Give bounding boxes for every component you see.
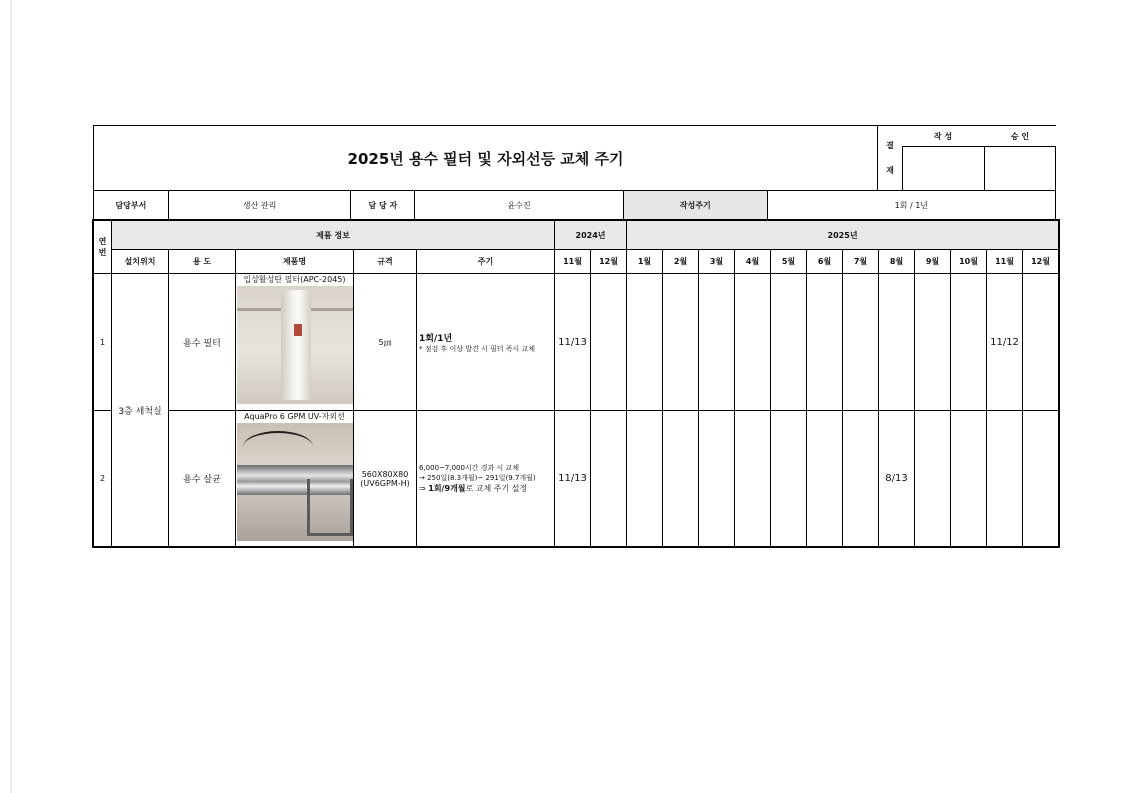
row-no: 2 (94, 411, 112, 547)
photo-filter-cartridge (281, 290, 311, 400)
manager-value: 윤수진 (415, 191, 624, 219)
date-cell (663, 411, 699, 547)
usage-header: 용 도 (169, 250, 236, 274)
month-header: 7월 (843, 250, 879, 274)
approval-box (877, 125, 1056, 191)
row-usage: 용수 필터 (169, 274, 236, 411)
month-header: 9월 (915, 250, 951, 274)
row-product-name: 입상활성탄 필터(APC-2045) (243, 275, 346, 284)
row-spec (354, 411, 417, 547)
date-cell (807, 274, 843, 411)
date-cell (627, 411, 663, 547)
row-cycle-main: 1회/1년 (419, 333, 453, 344)
row-cycle-tail: 로 교체 주기 설정 (465, 484, 528, 493)
date-cell (699, 411, 735, 547)
row-cycle-line2: → 250일(8.3개월)~ 291일(9.7개월) (419, 474, 536, 482)
no-header-2: 번 (98, 248, 107, 257)
approval-label-2: 재 (886, 166, 894, 175)
approval-label-1: 결 (886, 141, 894, 150)
date-cell (735, 274, 771, 411)
approval-author-header: 작 성 (902, 126, 984, 147)
row-product (236, 274, 354, 411)
date-cell (951, 274, 987, 411)
date-cell (915, 274, 951, 411)
photo-filter-label (294, 324, 302, 336)
date-cell (699, 274, 735, 411)
cycle-label: 작성주기 (624, 191, 768, 219)
row-spec: 5㎛ (354, 274, 417, 411)
row-cycle-line3 (419, 483, 554, 494)
table-row (94, 411, 1059, 547)
photo-cable (243, 431, 313, 463)
row-no: 1 (94, 274, 112, 411)
no-header-1: 연 (98, 237, 107, 246)
date-cell (951, 411, 987, 547)
month-header: 2월 (663, 250, 699, 274)
month-header: 11월 (987, 250, 1023, 274)
year-2025-header: 2025년 (627, 221, 1059, 250)
date-cell (627, 274, 663, 411)
approval-side-label (878, 126, 903, 190)
spec-header: 규격 (354, 250, 417, 274)
replacement-table (93, 220, 1059, 547)
approval-approver-col (984, 126, 1056, 190)
row-cycle (417, 274, 555, 411)
row-product-name: AquaPro 6 GPM UV-자외선 (244, 412, 345, 421)
date-cell: 11/12 (987, 274, 1023, 411)
table-row (94, 274, 1059, 411)
month-header: 5월 (771, 250, 807, 274)
row-usage: 용수 살균 (169, 411, 236, 547)
month-header: 11월 (555, 250, 591, 274)
info-row (93, 191, 1056, 220)
row-cycle (417, 411, 555, 547)
month-header: 10월 (951, 250, 987, 274)
date-cell (771, 411, 807, 547)
page-edge (10, 0, 12, 793)
row-location: 3층 세척실 (112, 274, 169, 547)
date-cell (663, 274, 699, 411)
date-cell (807, 411, 843, 547)
document-title: 2025년 용수 필터 및 자외선등 교체 주기 (93, 125, 877, 191)
product-info-header: 제품 정보 (112, 221, 555, 250)
month-header: 4월 (735, 250, 771, 274)
dept-value: 생산 관리 (169, 191, 352, 219)
date-cell (1023, 274, 1059, 411)
row-cycle-line1: 6,000~7,000시간 경과 시 교체 (419, 464, 519, 472)
date-cell (879, 274, 915, 411)
dept-label: 담당부서 (94, 191, 169, 219)
date-cell (591, 411, 627, 547)
photo-stand (307, 479, 353, 536)
filter-photo (237, 286, 353, 404)
date-cell (591, 274, 627, 411)
date-cell: 11/13 (555, 274, 591, 411)
uv-lamp-photo (237, 423, 353, 541)
date-cell: 11/13 (555, 411, 591, 547)
date-cell (843, 411, 879, 547)
date-cell (771, 274, 807, 411)
manager-label: 담 당 자 (351, 191, 415, 219)
month-header: 12월 (591, 250, 627, 274)
approval-approver-header: 승 인 (984, 126, 1056, 147)
month-header: 3월 (699, 250, 735, 274)
month-header: 6월 (807, 250, 843, 274)
date-cell: 8/13 (879, 411, 915, 547)
date-cell (1023, 411, 1059, 547)
cycle-value: 1회 / 1년 (894, 200, 929, 210)
row-cycle-note: * 점검 후 이상 발견 시 필터 즉시 교체 (419, 344, 535, 353)
date-cell (843, 274, 879, 411)
row-spec-1: 560X80X80 (361, 469, 409, 479)
month-header: 8월 (879, 250, 915, 274)
cycle-header: 주기 (417, 250, 555, 274)
no-header (94, 221, 112, 274)
product-name-header: 제품명 (236, 250, 354, 274)
year-2024-header: 2024년 (555, 221, 627, 250)
row-cycle-bold: 1회/9개월 (428, 484, 466, 493)
location-header: 설치위치 (112, 250, 169, 274)
row-spec-2: (UV6GPM-H) (360, 478, 410, 488)
month-header: 1월 (627, 250, 663, 274)
date-cell (735, 411, 771, 547)
date-cell (987, 411, 1023, 547)
row-product (236, 411, 354, 547)
row-cycle-arrow: ⇒ (419, 484, 429, 493)
month-header: 12월 (1023, 250, 1059, 274)
date-cell (915, 411, 951, 547)
approval-author-col (902, 126, 985, 190)
